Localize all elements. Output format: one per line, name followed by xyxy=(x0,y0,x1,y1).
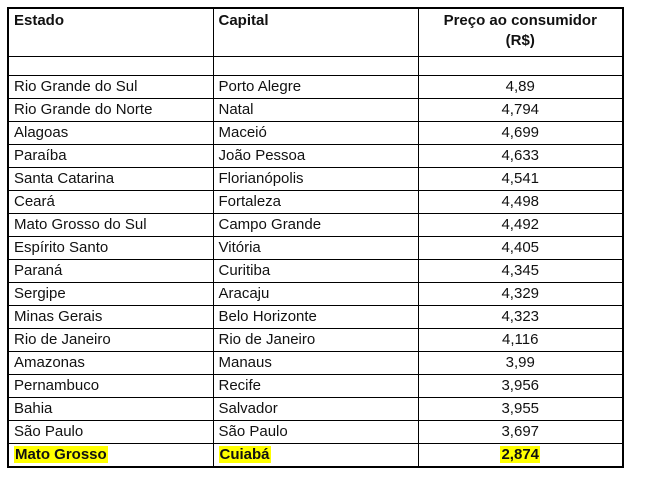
cell-state: Alagoas xyxy=(8,122,213,145)
cell-price: 3,99 xyxy=(418,352,623,375)
table-row xyxy=(8,191,623,214)
cell-state: Mato Grosso do Sul xyxy=(8,214,213,237)
spacer-cell xyxy=(8,57,213,76)
table-row xyxy=(8,283,623,306)
cell-state: Ceará xyxy=(8,191,213,214)
cell-capital: Florianópolis xyxy=(213,168,418,191)
cell-price: 4,498 xyxy=(418,191,623,214)
cell-price: 4,89 xyxy=(418,76,623,99)
cell-state: Rio Grande do Norte xyxy=(8,99,213,122)
cell-price: 4,492 xyxy=(418,214,623,237)
cell-capital: Porto Alegre xyxy=(213,76,418,99)
cell-capital: Campo Grande xyxy=(213,214,418,237)
cell-price: 4,116 xyxy=(418,329,623,352)
cell-price: 4,405 xyxy=(418,237,623,260)
cell-capital: Curitiba xyxy=(213,260,418,283)
table-row xyxy=(8,168,623,191)
cell-price: 3,955 xyxy=(418,398,623,421)
cell-capital: Salvador xyxy=(213,398,418,421)
table-row xyxy=(8,329,623,352)
cell-capital: Rio de Janeiro xyxy=(213,329,418,352)
cell-price: 4,794 xyxy=(418,99,623,122)
cell-capital: Natal xyxy=(213,99,418,122)
table-row xyxy=(8,99,623,122)
cell-price: 4,541 xyxy=(418,168,623,191)
cell-capital: Recife xyxy=(213,375,418,398)
table-row xyxy=(8,306,623,329)
cell-capital: Manaus xyxy=(213,352,418,375)
highlight-text: 2,874 xyxy=(501,446,540,463)
table-row xyxy=(8,122,623,145)
cell-state: Minas Gerais xyxy=(8,306,213,329)
cell-price: 3,697 xyxy=(418,421,623,444)
cell-capital: João Pessoa xyxy=(213,145,418,168)
highlight-text: Mato Grosso xyxy=(15,446,107,463)
cell-state: Paraná xyxy=(8,260,213,283)
table-row xyxy=(8,145,623,168)
cell-state: Espírito Santo xyxy=(8,237,213,260)
cell-capital: Maceió xyxy=(213,122,418,145)
table-row xyxy=(8,237,623,260)
table-row xyxy=(8,352,623,375)
header-row xyxy=(8,8,623,57)
spacer-cell xyxy=(213,57,418,76)
table-row xyxy=(8,421,623,444)
header-price xyxy=(418,8,623,57)
cell-state: Bahia xyxy=(8,398,213,421)
cell-state: Paraíba xyxy=(8,145,213,168)
table-row xyxy=(8,76,623,99)
cell-capital: Belo Horizonte xyxy=(213,306,418,329)
header-capital: Capital xyxy=(213,8,418,57)
header-price-line1: Preço ao consumidor xyxy=(443,12,597,29)
cell-state: Rio Grande do Sul xyxy=(8,76,213,99)
spacer-row xyxy=(8,57,623,76)
price-table xyxy=(7,7,624,468)
cell-state: Rio de Janeiro xyxy=(8,329,213,352)
cell-price xyxy=(418,444,623,468)
cell-price: 4,323 xyxy=(418,306,623,329)
cell-capital xyxy=(213,444,418,468)
spacer-cell xyxy=(418,57,623,76)
cell-state: Sergipe xyxy=(8,283,213,306)
header-state: Estado xyxy=(8,8,213,57)
cell-state: Pernambuco xyxy=(8,375,213,398)
highlighted-row xyxy=(8,444,623,468)
cell-capital: Aracaju xyxy=(213,283,418,306)
cell-capital: Fortaleza xyxy=(213,191,418,214)
header-price-line2: (R$) xyxy=(505,32,535,49)
table-row xyxy=(8,398,623,421)
highlight-text: Cuiabá xyxy=(219,446,270,463)
cell-price: 3,956 xyxy=(418,375,623,398)
cell-price: 4,633 xyxy=(418,145,623,168)
cell-state: Santa Catarina xyxy=(8,168,213,191)
cell-price: 4,329 xyxy=(418,283,623,306)
cell-state: Amazonas xyxy=(8,352,213,375)
cell-state xyxy=(8,444,213,468)
cell-price: 4,699 xyxy=(418,122,623,145)
cell-state: São Paulo xyxy=(8,421,213,444)
cell-price: 4,345 xyxy=(418,260,623,283)
cell-capital: Vitória xyxy=(213,237,418,260)
table-row xyxy=(8,214,623,237)
table-row xyxy=(8,375,623,398)
table-row xyxy=(8,260,623,283)
cell-capital: São Paulo xyxy=(213,421,418,444)
